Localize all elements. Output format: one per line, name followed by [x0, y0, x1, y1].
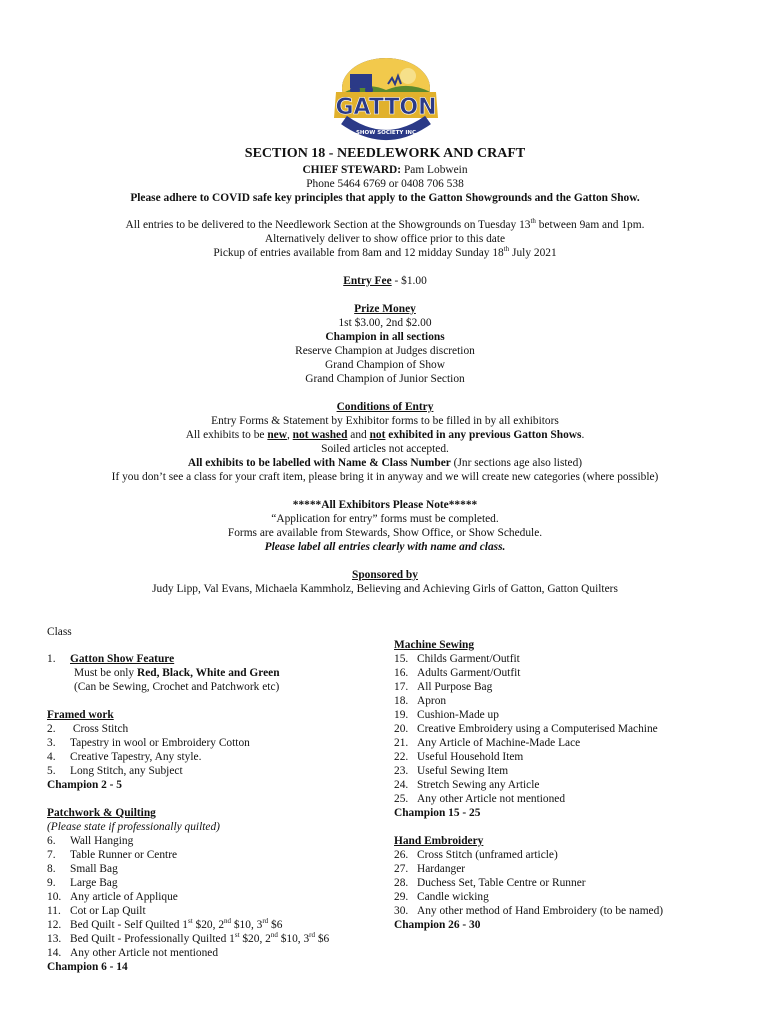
list-item: 13. Bed Quilt - Professionally Quilted 1st $20, 2nd $10, 3rd $6: [47, 931, 330, 945]
list-item: 7. Table Runner or Centre: [47, 849, 178, 861]
delivery-line: All entries to be delivered to the Needlework Section at the Showgrounds on Tuesday 13th between 9am and 1pm.: [125, 217, 645, 231]
grand-champion-show: Grand Champion of Show: [325, 359, 445, 371]
patchwork-champion: Champion 6 - 14: [47, 961, 128, 973]
list-item: 18. Apron: [394, 695, 447, 707]
list-item: 28. Duchess Set, Table Centre or Runner: [394, 877, 586, 889]
pickup-line: Pickup of entries available from 8am and 12 midday Sunday 18th July 2021: [213, 245, 557, 259]
hand-embroidery-list: [394, 834, 663, 932]
conditions-forms: Entry Forms & Statement by Exhibitor forms to be filled in by all exhibitors: [211, 415, 559, 427]
list-item: 5. Long Stitch, any Subject: [47, 765, 183, 777]
list-item: 27. Hardanger: [394, 863, 466, 875]
list-item: 20. Creative Embroidery using a Computerised Machine: [394, 723, 658, 735]
steward-label: CHIEF STEWARD:: [302, 164, 402, 176]
gatton-show-society-logo: [328, 54, 444, 146]
list-item: 19. Cushion-Made up: [394, 709, 499, 721]
machine-heading: Machine Sewing: [394, 639, 475, 651]
list-item: 24. Stretch Sewing any Article: [394, 779, 540, 791]
section-title: SECTION 18 - NEEDLEWORK AND CRAFT: [244, 146, 526, 161]
note-forms: Forms are available from Stewards, Show Office, or Show Schedule.: [227, 527, 543, 539]
list-item: 11. Cot or Lap Quilt: [47, 905, 146, 917]
list-item: 16. Adults Garment/Outfit: [394, 667, 521, 679]
reserve-champion: Reserve Champion at Judges discretion: [295, 345, 475, 357]
framed-heading: Framed work: [47, 709, 114, 721]
entry-fee: Entry Fee - $1.00: [343, 275, 427, 287]
list-item: 17. All Purpose Bag: [394, 681, 493, 693]
steward-name: Pam Lobwein: [403, 164, 468, 176]
list-item: 6. Wall Hanging: [47, 835, 134, 847]
machine-champion: Champion 15 - 25: [394, 807, 481, 819]
conditions-heading: Conditions of Entry: [336, 401, 434, 413]
list-item: 25. Any other Article not mentioned: [394, 793, 566, 805]
alternative-delivery: Alternatively deliver to show office prior to this date: [264, 233, 506, 245]
list-item: 10. Any article of Applique: [47, 891, 178, 903]
list-item: 26. Cross Stitch (unframed article): [394, 849, 558, 861]
hand-champion: Champion 26 - 30: [394, 919, 481, 931]
chief-steward: [0, 163, 770, 177]
prize-money-heading: Prize Money: [354, 303, 416, 315]
svg-text:GATTON: GATTON: [335, 95, 437, 120]
class-label: Class: [47, 626, 72, 638]
list-item: 12. Bed Quilt - Self Quilted 1st $20, 2nd $10, 3rd $6: [47, 917, 283, 931]
list-item: 14. Any other Article not mentioned: [47, 947, 219, 959]
covid-notice: Please adhere to COVID safe key principles that apply to the Gatton Showgrounds and the Gatton Show.: [130, 192, 640, 204]
sponsors-heading: Sponsored by: [352, 569, 418, 581]
list-item: 4. Creative Tapestry, Any style.: [47, 751, 202, 763]
list-item: 8. Small Bag: [47, 863, 118, 875]
svg-text:SHOW SOCIETY INC: SHOW SOCIETY INC: [355, 130, 417, 136]
list-item: 29. Candle wicking: [394, 891, 489, 903]
framed-work-list: [47, 708, 250, 792]
list-item: 15. Childs Garment/Outfit: [394, 653, 520, 665]
list-item: 2. Cross Stitch: [47, 723, 129, 735]
list-item: 3. Tapestry in wool or Embroidery Cotton: [47, 737, 250, 749]
framed-champion: Champion 2 - 5: [47, 779, 123, 791]
note-application: “Application for entry” forms must be completed.: [271, 513, 499, 525]
conditions-label: All exhibits to be labelled with Name & Class Number (Jnr sections age also listed): [187, 457, 583, 469]
sponsors-names: Judy Lipp, Val Evans, Michaela Kammholz, Believing and Achieving Girls of Gatton, Gatton Quilters: [152, 583, 618, 595]
conditions-new: All exhibits to be new, not washed and not exhibited in any previous Gatton Shows.: [185, 429, 585, 441]
conditions-soiled: Soiled articles not accepted.: [321, 443, 449, 455]
machine-sewing-list: [394, 638, 658, 820]
list-item: 22. Useful Household Item: [394, 751, 524, 763]
grand-champion-junior: Grand Champion of Junior Section: [305, 373, 465, 385]
list-item: 23. Useful Sewing Item: [394, 765, 509, 777]
list-item: 21. Any Article of Machine-Made Lace: [394, 737, 581, 749]
note-label-entries: Please label all entries clearly with name and class.: [264, 541, 506, 553]
patchwork-note: (Please state if professionally quilted): [47, 821, 220, 833]
feature-class: 1. Gatton Show Feature Must be only Red, Black, White and Green (Can be Sewing, Crochet and Patchwork etc): [47, 653, 280, 693]
patchwork-list: [47, 806, 329, 974]
feature-title: Gatton Show Feature: [70, 653, 175, 665]
list-item: 30. Any other method of Hand Embroidery (to be named): [394, 905, 664, 917]
list-item: 9. Large Bag: [47, 877, 118, 889]
conditions-new-categories: If you don’t see a class for your craft item, please bring it in anyway and we will create new categories (where possible): [111, 471, 659, 483]
hand-heading: Hand Embroidery: [394, 835, 484, 847]
champion-all: Champion in all sections: [325, 331, 445, 343]
prize-amounts: 1st $3.00, 2nd $2.00: [338, 317, 432, 329]
phone-line: Phone 5464 6769 or 0408 706 538: [306, 178, 464, 190]
patchwork-heading: Patchwork & Quilting: [47, 807, 156, 819]
note-heading: *****All Exhibitors Please Note*****: [292, 499, 478, 511]
